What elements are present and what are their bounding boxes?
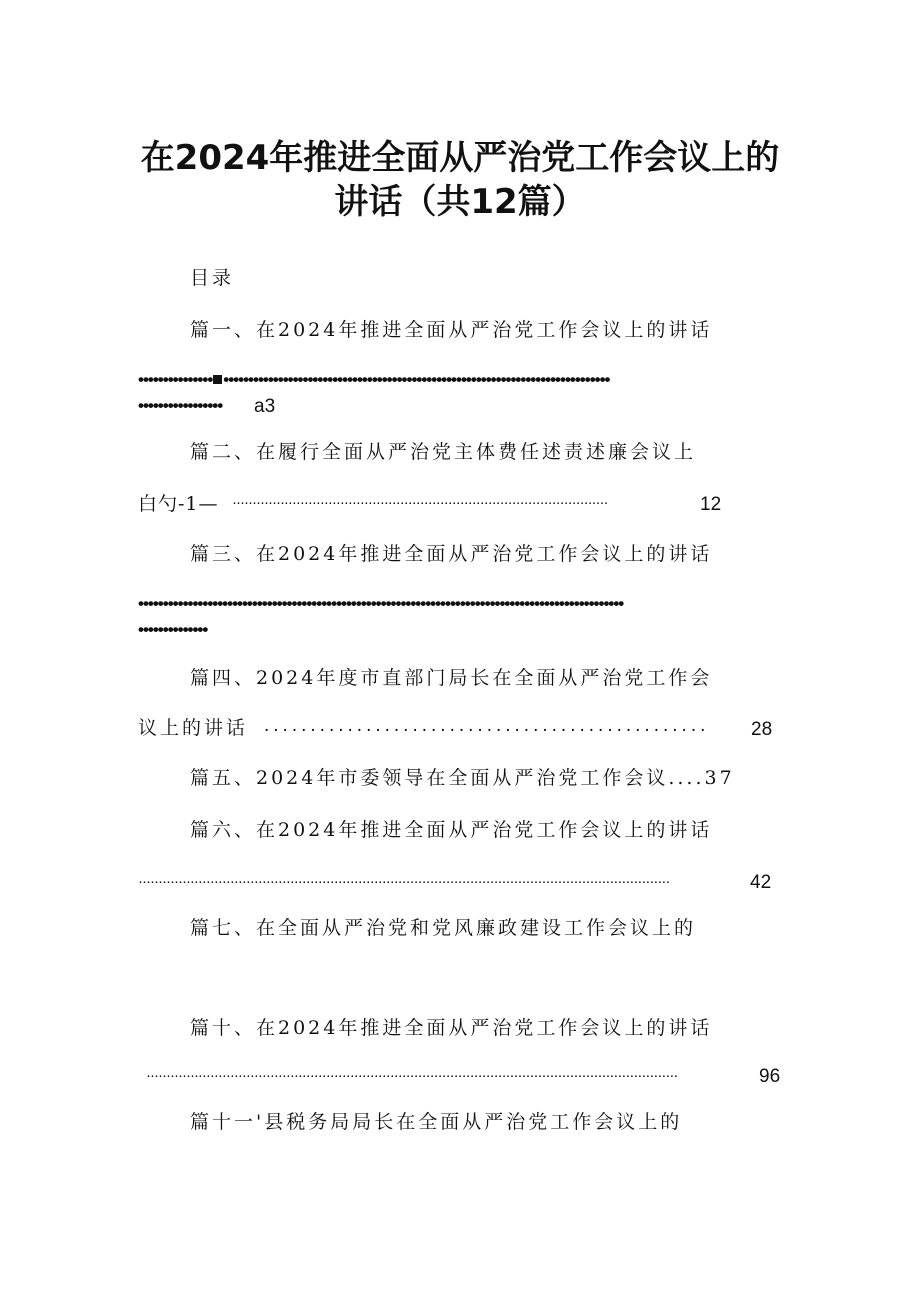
toc-heading: 目录 [190,267,235,289]
toc-entry-10-label: 篇十、在2024年推进全面从严治党工作会议上的讲话 [190,1017,713,1039]
toc-entry-6-label: 篇六、在2024年推进全面从严治党工作会议上的讲话 [190,819,713,841]
toc-entry-1-label: 篇一、在2024年推进全面从严治党工作会议上的讲话 [190,319,713,341]
toc-entry-6-page: 42 [750,872,772,893]
toc-entry-1-leader-cont: ••••••••••••••••• [138,396,223,415]
toc-entry-4-page: 28 [751,719,773,740]
toc-entry-7-label: 篇七、在全面从严治党和党风廉政建设工作会议上的 [190,917,697,939]
toc-entry-4-label-cont: 议上的讲话 [138,717,249,739]
toc-entry-10-leader: ····································································································································· [146,1067,678,1084]
toc-entry-1-leader: ••••••••••••••• •••••••••••••••••••••••••••••••••••••••••••••••••••••••••••••••••••••••••••••• [138,370,610,389]
document-title-line-2: 讲话（共12篇） [334,182,586,222]
toc-entry-6-leader: ····································································································································· [138,873,670,890]
toc-entry-2-leader: ······························································································ [232,494,608,511]
toc-entry-5-label: 篇五、2024年市委领导在全面从严治党工作会议....37 [190,767,735,789]
document-title-line-1: 在2024年推进全面从严治党工作会议上的 [140,138,780,178]
toc-entry-3-leader-cont: •••••••••••••• [138,620,208,639]
toc-entry-11-label: 篇十一'县税务局局长在全面从严治党工作会议上的 [190,1111,683,1133]
toc-entry-3-label: 篇三、在2024年推进全面从严治党工作会议上的讲话 [190,543,713,565]
toc-entry-1-page: a3 [254,396,276,417]
square-mark-icon [213,375,222,384]
toc-entry-2-label: 篇二、在履行全面从严治党主体费任述责述廉会议上 [190,441,697,463]
toc-entry-3-leader: •••••••••••••••••••••••••••••••••••••••••••••••••••••••••••••••••••••••••••••••••••••••••••••••••• [138,594,624,613]
toc-entry-2-page: 12 [700,494,722,515]
toc-entry-4-leader: ................................................ [264,716,710,736]
toc-entry-2-label-cont: 白勺-1— [138,493,219,515]
toc-entry-4-label: 篇四、2024年度市直部门局长在全面从严治党工作会 [190,667,713,689]
toc-entry-10-page: 96 [759,1066,781,1087]
